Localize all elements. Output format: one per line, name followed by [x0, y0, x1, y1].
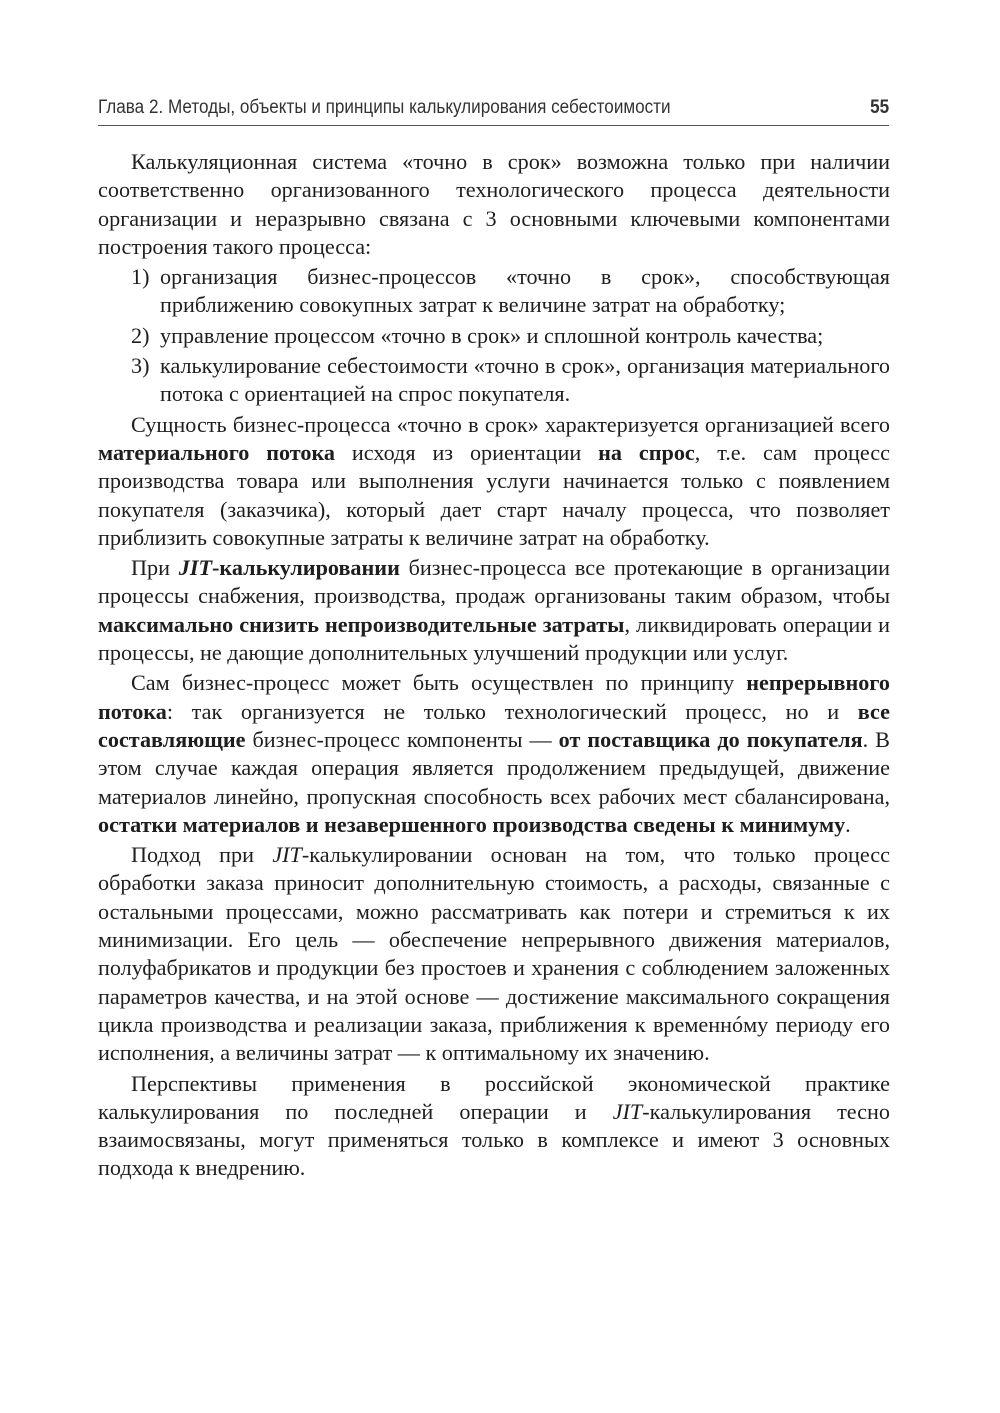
chapter-title: Глава 2. Методы, объекты и принципы калькулирования себестоимости — [98, 97, 671, 118]
list-item-text: калькулирование себестоимости «точно в срок», организация материального потока с ориентацией на спрос покупателя. — [160, 353, 890, 407]
component-list — [98, 263, 890, 408]
paragraph-jit-costing — [98, 554, 890, 667]
italic-jit: JIT — [612, 1098, 643, 1124]
emphasis-supplier-to-buyer: от поставщика до покупателя — [558, 726, 863, 752]
emphasis-jit: JIT — [178, 555, 213, 581]
paragraph-continuous-flow — [98, 669, 890, 839]
emphasis-demand: на спрос — [598, 439, 695, 465]
emphasis-reduce-costs: максимально снизить непроизводительные затраты — [98, 611, 625, 637]
emphasis-costing: -калькулировании — [212, 555, 400, 581]
paragraph-perspectives — [98, 1070, 890, 1183]
list-item-number: 2) — [131, 322, 150, 348]
emphasis-minimum-stock: остатки материалов и незавершенного производства сведены к минимуму — [98, 811, 846, 837]
paragraph-approach — [98, 841, 890, 1067]
list-item — [98, 322, 890, 350]
text-run: Перспективы применения в российской экономической практике калькулирования по последней операции и — [98, 1070, 890, 1124]
list-item-text: организация бизнес-процессов «точно в срок», способствующая приближению совокупных затрат к величине затрат на обработку; — [160, 264, 890, 318]
text-run: исходя из ориентации — [335, 439, 599, 465]
list-item-number: 3) — [131, 353, 150, 379]
list-item — [98, 352, 890, 409]
text-run: . В этом случае каждая операция является продолжением предыдущей, движение материалов линейно, пропускная способность всех рабочих мест сбалансирована, — [98, 726, 890, 809]
text-run: бизнес-процесса все протекающие в организации процессы снабжения, производства, продаж организованы таким образом, чтобы — [98, 555, 891, 609]
page-number: 55 — [870, 97, 890, 118]
text-run: -калькулирования тесно взаимосвязаны, могут применяться только в комплексе и имеют 3 основных подхода к внедрению. — [98, 1098, 890, 1181]
text-run: Сущность бизнес-процесса «точно в срок» характеризуется организацией всего — [131, 411, 890, 437]
text-run: -калькулировании основан на том, что только процесс обработки заказа приносит дополнительную стоимость, а расходы, связанные с остальными процессами, можно рассматривать как потери и стремиться к их минимизации. Его цель — обеспечение непрерывного движения материалов, полуфабрикатов и продукции без простоев и хранения с соблюдением заложенных параметров качества, и на этой основе — достижение максимального сокращения цикла производства и реализации заказа, приближения к временнóму периоду его исполнения, а величины затрат — к оптимальному их значению. — [98, 842, 891, 1066]
text-run: бизнес-процесс компоненты — — [245, 726, 559, 752]
italic-jit: JIT — [272, 842, 302, 868]
body-text — [98, 148, 890, 1183]
emphasis-continuous-flow: непрерывного потока — [98, 670, 890, 724]
text-run: , ликвидировать операции и процессы, не дающие дополнительных улучшений продукции или услуг. — [98, 611, 890, 666]
text-run: Подход при — [131, 842, 273, 868]
list-item-number: 1) — [131, 264, 150, 290]
emphasis-all-components: все составляющие — [98, 698, 890, 752]
text-run: , т.е. сам процесс производства товара или выполнения услуги начинается только с появлением покупателя (заказчика), который дает старт началу процесса, что позволяет приблизить совокупные затраты к величине затрат на обработку. — [98, 439, 890, 550]
book-page — [98, 96, 890, 1185]
text-run: . — [845, 811, 851, 837]
list-item-text: управление процессом «точно в срок» и сплошной контроль качества; — [160, 322, 824, 348]
paragraph-material-flow — [98, 411, 890, 552]
paragraph-intro: Калькуляционная система «точно в срок» возможна только при наличии соответственно организованного технологического процесса деятельности организации и неразрывно связана с 3 основными ключевыми компонентами построения такого процесса: — [98, 149, 890, 259]
list-item — [98, 263, 890, 320]
emphasis-material-flow: материального потока — [98, 439, 336, 465]
text-run: При — [131, 555, 179, 581]
text-run: : так организуется не только технологический процесс, но и — [166, 698, 858, 724]
running-header — [98, 96, 889, 126]
text-run: Сам бизнес-процесс может быть осуществлен по принципу — [131, 670, 747, 696]
